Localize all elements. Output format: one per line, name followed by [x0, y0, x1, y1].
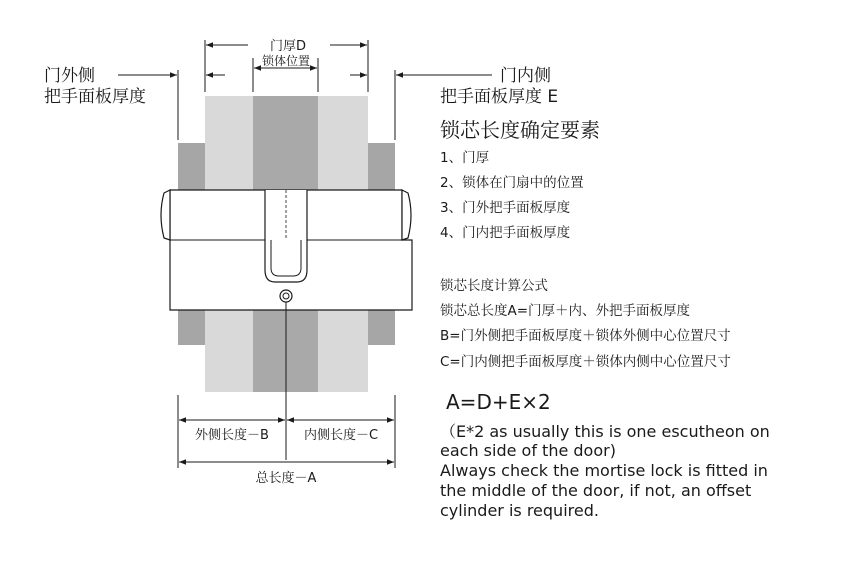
note-line: cylinder is required. — [440, 501, 599, 520]
label-inner-side-line1: 门内侧 — [500, 66, 551, 86]
label-lock-position: 锁体位置 — [261, 54, 311, 68]
label-door-thickness: 门厚D — [269, 39, 307, 54]
fixing-screw-hole — [280, 290, 292, 302]
label-inner-side-line2: 把手面板厚度 E — [440, 87, 559, 107]
door-outer-section-top — [205, 96, 253, 196]
lock-body-top — [253, 96, 318, 196]
label-outer-side-line2: 把手面板厚度 — [44, 87, 146, 107]
factor-item: 2、锁体在门扇中的位置 — [440, 175, 584, 191]
factor-item: 3、门外把手面板厚度 — [440, 200, 571, 216]
label-outer-length: 外侧长度－B — [195, 428, 269, 443]
factor-item: 4、门内把手面板厚度 — [440, 225, 571, 241]
formula-title: 锁芯长度计算公式 — [440, 278, 548, 294]
door-inner-section-top — [318, 96, 368, 196]
formula-line: B=门外侧把手面板厚度＋锁体外侧中心位置尺寸 — [440, 328, 731, 344]
note-line: （E*2 as usually this is one escutheon on — [440, 422, 770, 441]
cylinder-outer-cap — [161, 190, 170, 240]
main-equation: A=D+E×2 — [446, 390, 551, 414]
inner-escutcheon-top — [368, 143, 395, 195]
label-inner-length: 内侧长度－C — [303, 428, 379, 443]
label-total-length: 总长度－A — [255, 471, 317, 486]
outer-escutcheon-top — [178, 143, 205, 195]
note-line: the middle of the door, if not, an offset — [440, 481, 752, 500]
factor-item: 1、门厚 — [440, 150, 490, 166]
cylinder-inner-cap — [402, 190, 411, 240]
door-outer-section-bottom — [205, 300, 253, 392]
note-line: each side of the door) — [440, 441, 616, 460]
factors-heading: 锁芯长度确定要素 — [440, 118, 600, 142]
note-line: Always check the mortise lock is fitted in — [440, 461, 768, 480]
label-outer-side-line1: 门外侧 — [44, 66, 95, 86]
door-inner-section-bottom — [318, 300, 368, 392]
formula-line: C=门内侧把手面板厚度＋锁体内侧中心位置尺寸 — [440, 354, 731, 370]
formula-line: 锁芯总长度A=门厚＋内、外把手面板厚度 — [440, 303, 691, 319]
